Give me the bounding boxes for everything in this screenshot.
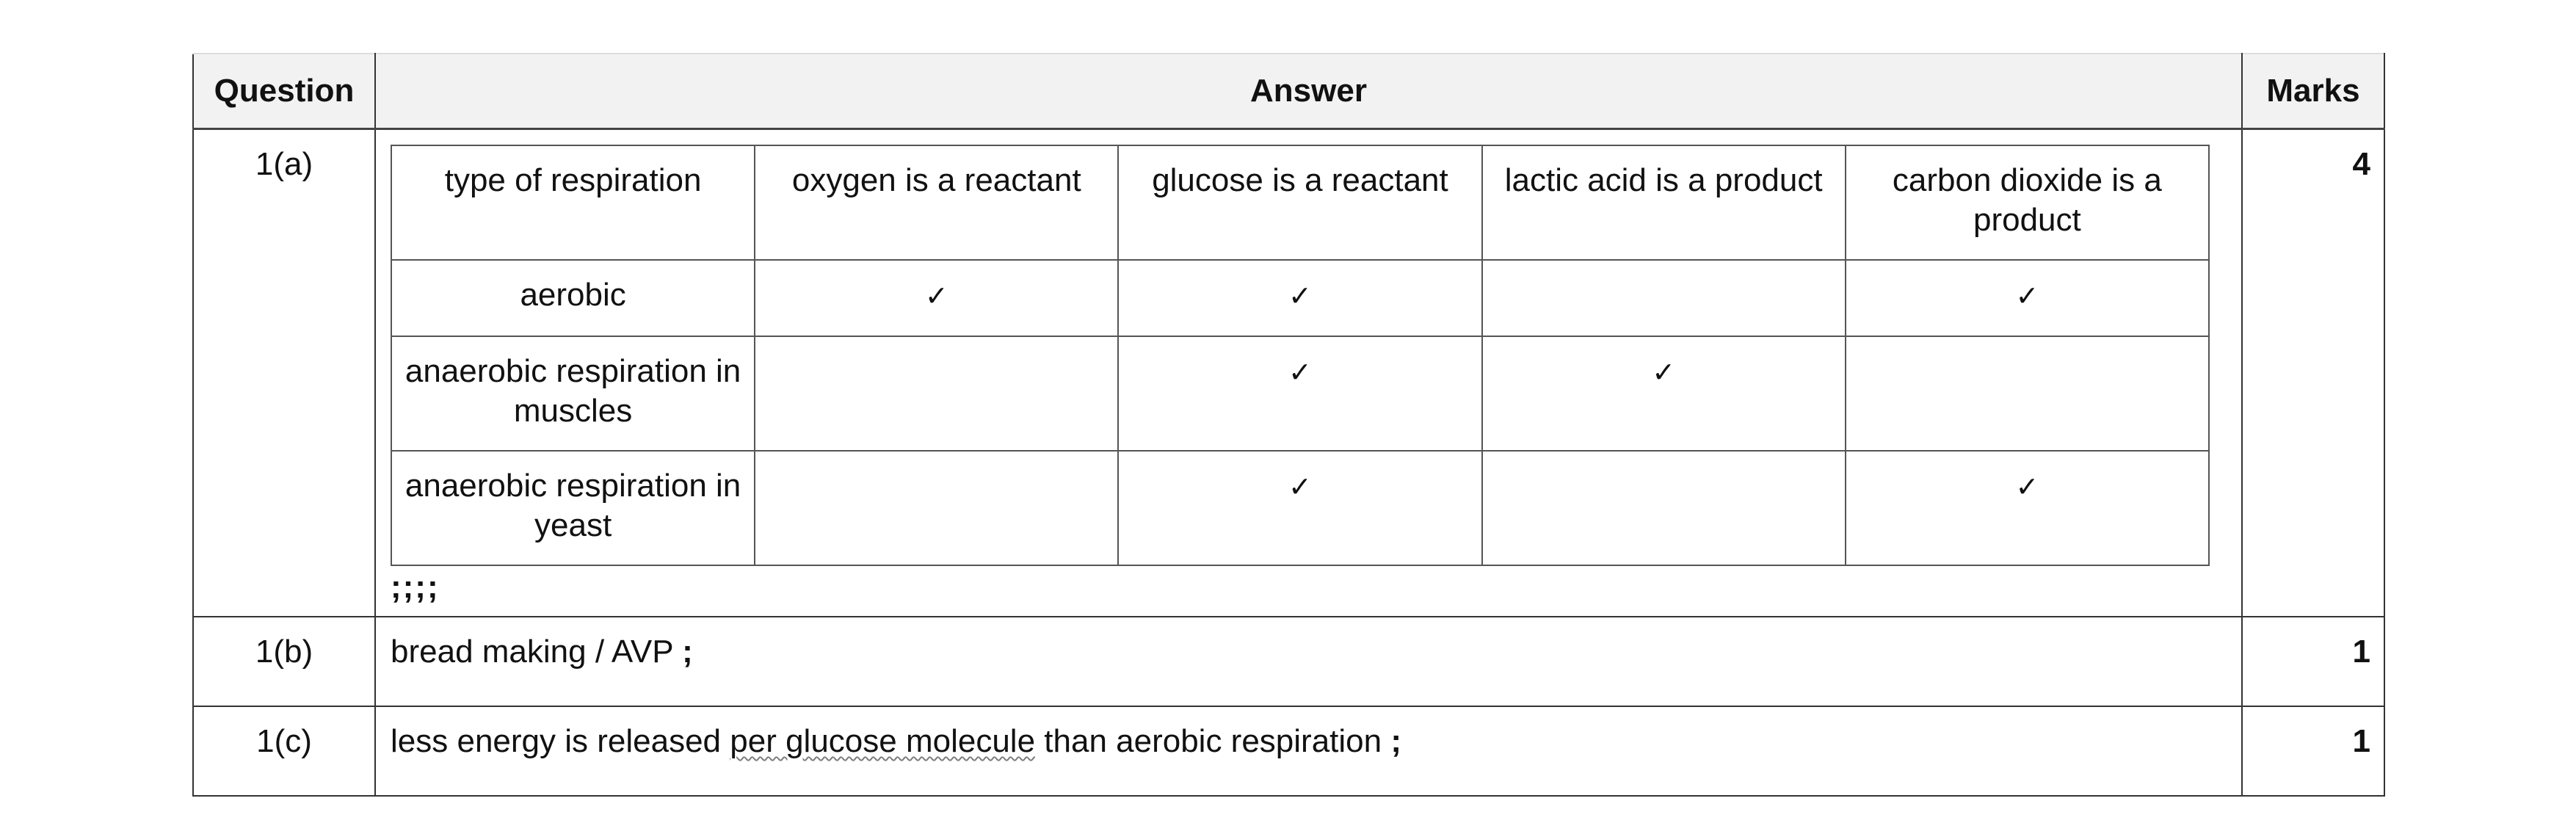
answer-cell — [375, 706, 2242, 796]
mark-points: ;;;; — [391, 569, 440, 605]
inner-header-cell: glucose is a reactant — [1118, 145, 1481, 260]
respiration-table — [391, 145, 2210, 566]
inner-row-aerobic — [391, 260, 2209, 336]
check-mark-icon: ✓ — [1288, 280, 1312, 312]
marks-header: Marks — [2242, 54, 2384, 129]
answer-text-end: than aerobic respiration — [1035, 723, 1382, 759]
respiration-type: aerobic — [391, 260, 755, 336]
inner-header-cell: type of respiration — [391, 145, 755, 260]
answer-cell — [375, 617, 2242, 706]
answer-text: bread making / AVP — [391, 634, 673, 670]
inner-row-anaerobic-muscles — [391, 336, 2209, 451]
check-mark-icon: ✓ — [1652, 356, 1676, 388]
mark-scheme — [192, 53, 2384, 767]
check-mark-icon: ✓ — [1288, 471, 1312, 503]
check-mark-icon: ✓ — [1288, 356, 1312, 388]
question-number: 1(a) — [193, 129, 375, 617]
inner-header-cell: carbon dioxide is a product — [1846, 145, 2209, 260]
question-row-1b — [193, 617, 2384, 706]
question-header: Question — [193, 54, 375, 129]
marks-value: 1 — [2242, 617, 2384, 706]
marks-value: 1 — [2242, 706, 2384, 796]
check-mark-icon: ✓ — [2015, 471, 2039, 503]
mark-point: ; — [682, 634, 693, 670]
question-row-1c — [193, 706, 2384, 796]
inner-header-cell: lactic acid is a product — [1482, 145, 1846, 260]
header-row — [193, 54, 2384, 129]
respiration-type: anaerobic respiration in muscles — [391, 336, 755, 451]
inner-header-row — [391, 145, 2209, 260]
respiration-type: anaerobic respiration in yeast — [391, 451, 755, 565]
inner-row-anaerobic-yeast — [391, 451, 2209, 565]
question-number: 1(b) — [193, 617, 375, 706]
answer-text-start: less energy is released — [391, 723, 730, 759]
answer-text-underlined: per glucose molecule — [730, 723, 1036, 759]
inner-header-cell: oxygen is a reactant — [755, 145, 1118, 260]
check-mark-icon: ✓ — [924, 280, 948, 312]
check-mark-icon: ✓ — [2015, 280, 2039, 312]
question-row-1a — [193, 129, 2384, 617]
mark-point: ; — [1390, 723, 1401, 759]
mark-scheme-table — [192, 53, 2385, 797]
answer-header: Answer — [375, 54, 2242, 129]
answer-cell — [375, 129, 2242, 617]
question-number: 1(c) — [193, 706, 375, 796]
marks-value: 4 — [2242, 129, 2384, 617]
